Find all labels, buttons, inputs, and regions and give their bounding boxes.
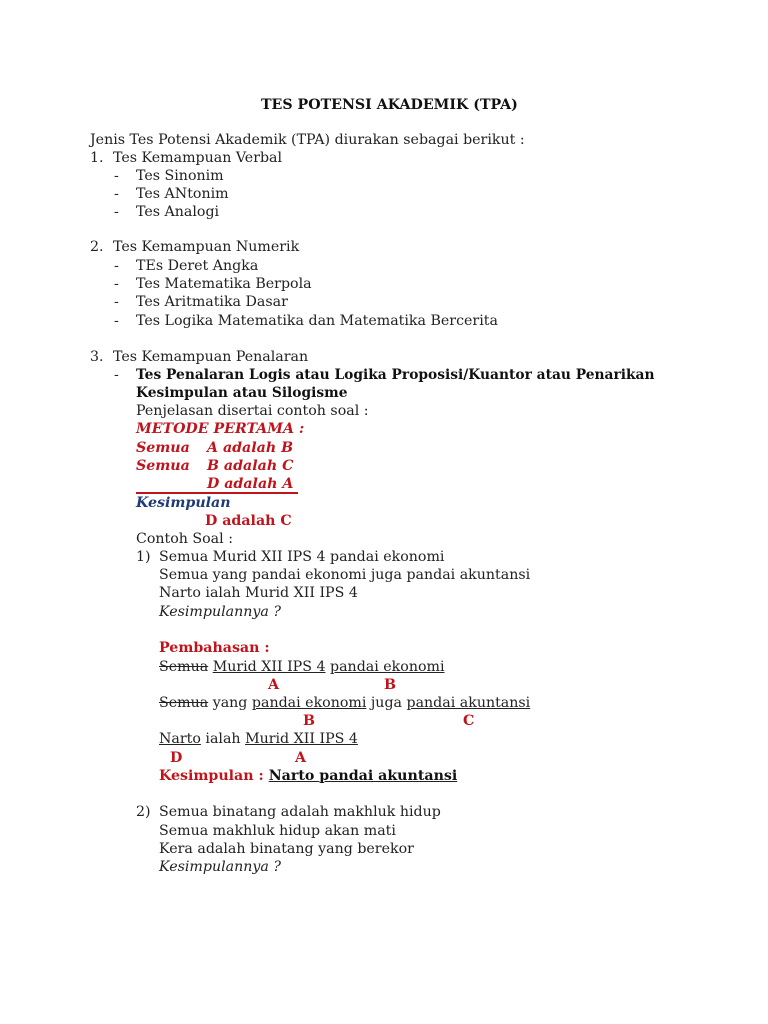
- document-title: TES POTENSI AKADEMIK (TPA): [261, 97, 518, 113]
- penjelasan-text: Penjelasan disertai contoh soal :: [136, 403, 369, 419]
- penalaran-title-cont: Kesimpulan atau Silogisme: [136, 385, 348, 401]
- bullet: -: [114, 294, 119, 310]
- term-label-b: B: [384, 677, 396, 693]
- pembahasan-line-3: [159, 730, 358, 748]
- term-label-b: B: [303, 713, 315, 729]
- term-label-a: A: [268, 677, 280, 693]
- bullet: -: [114, 168, 119, 184]
- pembahasan-line-1: [159, 658, 445, 676]
- bullet: -: [114, 258, 119, 274]
- soal-number: 1): [136, 549, 151, 565]
- list-item: TEs Deret Angka: [136, 258, 259, 274]
- metode-semua: Semua: [136, 440, 190, 456]
- section-heading: Tes Kemampuan Penalaran: [113, 349, 309, 365]
- section-number: 1.: [90, 150, 104, 166]
- metode-heading: METODE PERTAMA :: [136, 421, 305, 437]
- semua-word: Semua: [159, 695, 209, 711]
- penalaran-title: Tes Penalaran Logis atau Logika Proposisi/Kuantor atau Penarikan: [136, 367, 655, 383]
- contoh-soal-label: Contoh Soal :: [136, 531, 233, 547]
- soal-line: Semua binatang adalah makhluk hidup: [159, 804, 441, 820]
- ialah-word: ialah: [205, 731, 241, 747]
- predicate-term: pandai ekonomi: [330, 659, 445, 675]
- premise-2: B adalah C: [207, 458, 294, 474]
- yang-word: yang: [212, 695, 248, 711]
- bullet: -: [114, 367, 119, 383]
- kesimpulan-value: Narto pandai akuntansi: [268, 768, 458, 784]
- list-item: Tes ANtonim: [136, 186, 229, 202]
- pembahasan-heading: Pembahasan :: [159, 640, 270, 656]
- predicate-term: pandai akuntansi: [406, 695, 531, 711]
- list-item: Tes Logika Matematika dan Matematika Bercerita: [136, 313, 498, 329]
- soal-number: 2): [136, 804, 151, 820]
- bullet: -: [114, 313, 119, 329]
- bullet: -: [114, 204, 119, 220]
- term-label-d: D: [170, 750, 183, 766]
- list-item: Tes Aritmatika Dasar: [136, 294, 288, 310]
- kesimpulan-label: Kesimpulan: [136, 495, 231, 511]
- list-item: Tes Sinonim: [136, 168, 224, 184]
- soal-line: Semua yang pandai ekonomi juga pandai akuntansi: [159, 567, 531, 583]
- subject-term: pandai ekonomi: [251, 695, 367, 711]
- list-item: Tes Analogi: [136, 204, 220, 220]
- premise-1: A adalah B: [207, 440, 294, 456]
- list-item: Tes Matematika Berpola: [136, 276, 312, 292]
- section-heading: Tes Kemampuan Verbal: [113, 150, 283, 166]
- section-heading: Tes Kemampuan Numerik: [113, 239, 300, 255]
- semua-word: Semua: [159, 659, 209, 675]
- subject-term: Narto: [159, 731, 201, 747]
- section-number: 2.: [90, 239, 104, 255]
- metode-semua: Semua: [136, 458, 190, 474]
- soal-question: Kesimpulannya ?: [159, 604, 281, 620]
- soal-line: Narto ialah Murid XII IPS 4: [159, 585, 358, 601]
- pembahasan-kesimpulan: [159, 767, 457, 785]
- juga-word: juga: [370, 695, 402, 711]
- soal-line: Kera adalah binatang yang berekor: [159, 841, 414, 857]
- soal-line: Semua Murid XII IPS 4 pandai ekonomi: [159, 549, 445, 565]
- intro-text: Jenis Tes Potensi Akademik (TPA) diurakan sebagai berikut :: [90, 132, 525, 148]
- predicate-term: Murid XII IPS 4: [245, 731, 358, 747]
- subject-term: Murid XII IPS 4: [212, 659, 326, 675]
- term-label-a: A: [295, 750, 307, 766]
- soal-line: Semua makhluk hidup akan mati: [159, 823, 396, 839]
- kesimpulan-result: D adalah C: [205, 513, 292, 529]
- section-number: 3.: [90, 349, 104, 365]
- bullet: -: [114, 186, 119, 202]
- kesimpulan-label: Kesimpulan :: [159, 768, 264, 784]
- pembahasan-line-2: [159, 694, 530, 712]
- bullet: -: [114, 276, 119, 292]
- premise-3: D adalah A: [207, 476, 294, 492]
- term-label-c: C: [463, 713, 475, 729]
- soal-question: Kesimpulannya ?: [159, 859, 281, 875]
